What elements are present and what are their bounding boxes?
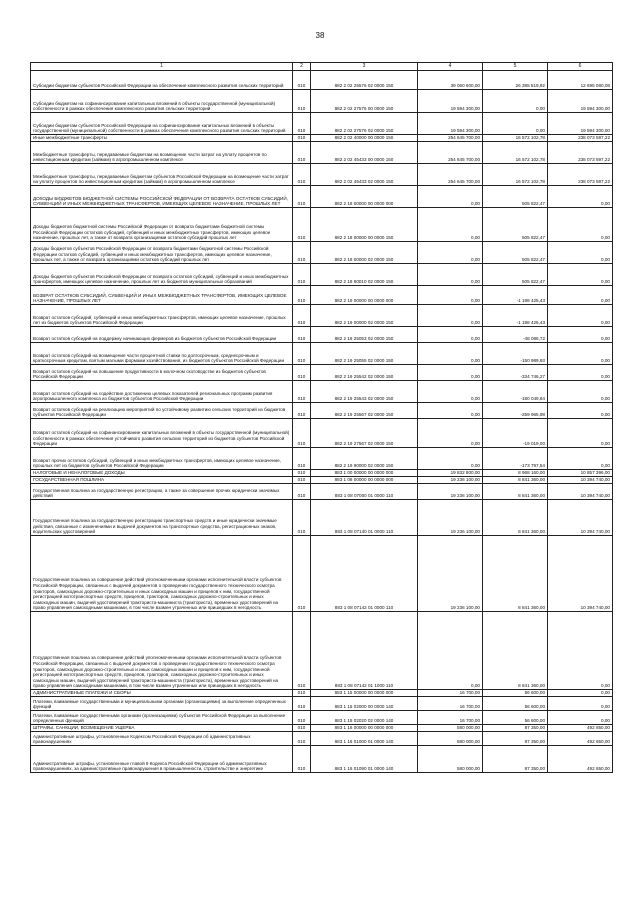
- header-row: [31, 63, 613, 71]
- row-budget-code: 882 2 19 25542 02 0000 150: [311, 365, 418, 381]
- row-description: Возврат остатков субсидий на возмещение части процентной ставки по долгосрочным, среднесрочным и краткосрочным кредитам, взятым малыми формами хозяйствования, из бюджетов субъектов Российской Федерации: [31, 343, 293, 365]
- table-row: [31, 90, 613, 113]
- row-executed-amount: 0,00: [483, 90, 548, 113]
- row-approved-amount: 254 645 700,00: [418, 142, 483, 164]
- row-unexecuted-amount: 492 650,00: [548, 746, 613, 773]
- column-header: 2: [293, 63, 311, 71]
- table-row: [31, 242, 613, 264]
- row-budget-code: 882 2 18 00000 02 0000 150: [311, 242, 418, 264]
- row-executed-amount: 56 600,00: [483, 690, 548, 697]
- row-executed-amount: 8 968 160,00: [483, 470, 548, 477]
- table-row: [31, 403, 613, 419]
- row-line-code: 010: [293, 419, 311, 448]
- row-executed-amount: 0,00: [483, 113, 548, 135]
- row-unexecuted-amount: 10 394 740,00: [548, 477, 613, 484]
- row-budget-code: 882 2 19 90000 02 0000 150: [311, 448, 418, 470]
- row-approved-amount: 19 832 800,00: [418, 470, 483, 477]
- row-budget-code: 882 2 19 00000 00 0000 000: [311, 286, 418, 305]
- row-description: Возврат остатков субсидий на содействие достижению целевых показателей региональных программ развития агропромышленного комплекса из бюджетов субъектов Российской Федерации: [31, 381, 293, 403]
- row-description: Государственная пошлина за совершение действий уполномоченными органами исполнительной власти субъектов Российской Федерации, связанных с выдачей документов о проведении государственного технического осмотра тракторов, самоходных дорожно-строительных и иных самоходных машин и прицепов к ним, государственной регистрацией мототранспортных средств, прицепов, тракторов, самоходных дорожно-строительных и иных самоходных машин, выдачей удостоверений тракториста-машиниста (тракториста), временных удостоверений на право управления самоходными машинами, в том числе взамен утраченных или пришедших в негодность: [31, 612, 293, 690]
- row-line-code: 010: [293, 305, 311, 327]
- table-row: [31, 305, 613, 327]
- row-approved-amount: 0,00: [418, 208, 483, 242]
- row-unexecuted-amount: 0,00: [548, 690, 613, 697]
- table-row: [31, 186, 613, 208]
- row-description: Возврат остатков субсидий на поддержку начинающих фермеров из бюджетов субъектов Российской Федерации: [31, 327, 293, 343]
- row-budget-code: 882 2 19 25055 02 0000 150: [311, 343, 418, 365]
- row-approved-amount: 0,00: [418, 365, 483, 381]
- row-description: Государственная пошлина за совершение действий уполномоченными органами исполнительной власти субъектов Российской Федерации, связанных с выдачей документов о проведении государственного технического осмотра тракторов, самоходных дорожно-строительных и иных самоходных машин и прицепов к ним, государственной регистрацией мототранспортных средств, прицепов, тракторов, самоходных дорожно-строительных и иных самоходных машин, выдачей удостоверений тракториста-машиниста (тракториста), временных удостоверений на право управления самоходными машинами, в том числе взамен утраченных или пришедших в негодность: [31, 536, 293, 612]
- table-row: [31, 477, 613, 484]
- row-executed-amount: -259 965,98: [483, 403, 548, 419]
- row-approved-amount: 0,00: [418, 343, 483, 365]
- row-executed-amount: 16 572 102,78: [483, 135, 548, 142]
- row-budget-code: 882 2 19 25543 02 0000 150: [311, 381, 418, 403]
- page-number: 38: [315, 31, 325, 40]
- row-budget-code: 882 2 02 40000 00 0000 150: [311, 135, 418, 142]
- table-row: [31, 612, 613, 690]
- table-row: [31, 164, 613, 186]
- row-approved-amount: 16 700,00: [418, 697, 483, 711]
- row-executed-amount: 505 822,47: [483, 242, 548, 264]
- row-unexecuted-amount: 0,00: [548, 327, 613, 343]
- row-unexecuted-amount: 492 650,00: [548, 732, 613, 746]
- row-line-code: 010: [293, 477, 311, 484]
- table-row: [31, 343, 613, 365]
- row-budget-code: 882 2 19 27567 02 0000 150: [311, 419, 418, 448]
- row-unexecuted-amount: 0,00: [548, 711, 613, 725]
- row-description: Административные штрафы, установленные Кодексом Российской Федерации об административных правонарушениях: [31, 732, 293, 746]
- row-executed-amount: -173 797,54: [483, 448, 548, 470]
- row-approved-amount: 0,00: [418, 381, 483, 403]
- row-unexecuted-amount: 238 073 597,22: [548, 164, 613, 186]
- row-line-code: 010: [293, 242, 311, 264]
- row-approved-amount: 580 000,00: [418, 732, 483, 746]
- row-executed-amount: 87 350,00: [483, 732, 548, 746]
- row-description: Доходы бюджетов субъектов Российской Федерации от возврата бюджетами бюджетной системы Российской Федерации остатков субсидий, субвенций и иных межбюджетных трансфертов, имеющих целевое назначение, прошлых лет, а также от возврата организациями остатков субсидий прошлых лет: [31, 242, 293, 264]
- row-approved-amount: 0,00: [418, 264, 483, 286]
- row-approved-amount: 0,00: [418, 403, 483, 419]
- row-executed-amount: -48 086,72: [483, 327, 548, 343]
- row-budget-code: 882 2 19 00000 02 0000 150: [311, 305, 418, 327]
- row-unexecuted-amount: 19 594 300,00: [548, 90, 613, 113]
- row-approved-amount: 0,00: [418, 305, 483, 327]
- row-unexecuted-amount: 0,00: [548, 343, 613, 365]
- row-unexecuted-amount: 19 594 300,00: [548, 113, 613, 135]
- row-unexecuted-amount: 0,00: [548, 305, 613, 327]
- row-budget-code: 883 1 08 07000 01 0000 110: [311, 484, 418, 500]
- column-header: 6: [548, 63, 613, 71]
- row-executed-amount: 87 350,00: [483, 746, 548, 773]
- table-row: [31, 697, 613, 711]
- table-row: [31, 135, 613, 142]
- row-executed-amount: -180 049,84: [483, 381, 548, 403]
- row-executed-amount: 8 841 360,00: [483, 477, 548, 484]
- row-approved-amount: 19 236 100,00: [418, 536, 483, 612]
- column-header: 1: [31, 63, 293, 71]
- row-executed-amount: 8 841 360,00: [483, 536, 548, 612]
- table-row: [31, 419, 613, 448]
- row-description: Межбюджетные трансферты, передаваемые бюджетам субъектов Российской Федерации на возмещение части затрат на уплату процентов по инвестиционным кредитам (займам) в агропромышленном комплексе: [31, 164, 293, 186]
- row-approved-amount: 0,00: [418, 242, 483, 264]
- row-unexecuted-amount: 0,00: [548, 612, 613, 690]
- table-row: [31, 448, 613, 470]
- row-unexecuted-amount: 10 857 396,00: [548, 470, 613, 477]
- row-budget-code: 883 1 08 00000 00 0000 000: [311, 477, 418, 484]
- row-line-code: 010: [293, 612, 311, 690]
- row-line-code: 010: [293, 536, 311, 612]
- row-line-code: 010: [293, 725, 311, 732]
- row-approved-amount: 0,00: [418, 419, 483, 448]
- row-description: Возврат остатков субсидий на повышение продуктивности в молочном скотоводстве из бюджетов субъектов Российской Федерации: [31, 365, 293, 381]
- table-row: [31, 711, 613, 725]
- row-line-code: 010: [293, 500, 311, 536]
- row-unexecuted-amount: 0,00: [548, 381, 613, 403]
- row-description: Возврат прочих остатков субсидий, субвенций и иных межбюджетных трансфертов, имеющих целевое назначение, прошлых лет из бюджетов субъектов Российской Федерации: [31, 448, 293, 470]
- row-executed-amount: -150 989,93: [483, 343, 548, 365]
- row-budget-code: 882 2 02 27576 02 0000 150: [311, 113, 418, 135]
- row-executed-amount: 505 822,47: [483, 264, 548, 286]
- row-line-code: 010: [293, 208, 311, 242]
- table-row: [31, 142, 613, 164]
- row-approved-amount: 19 236 100,00: [418, 500, 483, 536]
- row-unexecuted-amount: 0,00: [548, 448, 613, 470]
- row-executed-amount: 8 841 360,00: [483, 500, 548, 536]
- row-budget-code: 883 1 08 07142 01 0000 110: [311, 536, 418, 612]
- row-unexecuted-amount: 0,00: [548, 208, 613, 242]
- table-row: [31, 732, 613, 746]
- row-approved-amount: 0,00: [418, 327, 483, 343]
- row-approved-amount: 0,00: [418, 612, 483, 690]
- row-executed-amount: 56 600,00: [483, 697, 548, 711]
- row-line-code: 010: [293, 327, 311, 343]
- row-budget-code: 882 2 19 25053 02 0000 150: [311, 327, 418, 343]
- row-budget-code: 883 1 15 02020 02 0000 140: [311, 711, 418, 725]
- row-executed-amount: -334 746,27: [483, 365, 548, 381]
- row-budget-code: 883 1 16 00000 00 0000 000: [311, 725, 418, 732]
- row-approved-amount: 19 236 100,00: [418, 484, 483, 500]
- row-line-code: 010: [293, 484, 311, 500]
- row-unexecuted-amount: 0,00: [548, 697, 613, 711]
- row-executed-amount: 505 822,47: [483, 208, 548, 242]
- row-approved-amount: 580 000,00: [418, 725, 483, 732]
- row-description: Субсидии бюджетам на софинансирование капитальных вложений в объекты государственной (муниципальной) собственности в рамках обеспечения комплексного развития сельских территорий: [31, 90, 293, 113]
- row-description: АДМИНИСТРАТИВНЫЕ ПЛАТЕЖИ И СБОРЫ: [31, 690, 293, 697]
- table-row: [31, 484, 613, 500]
- row-line-code: 010: [293, 164, 311, 186]
- row-budget-code: 883 1 16 01000 01 0000 140: [311, 732, 418, 746]
- row-unexecuted-amount: 10 394 740,00: [548, 536, 613, 612]
- row-line-code: 010: [293, 264, 311, 286]
- row-budget-code: 883 1 15 00000 00 0000 000: [311, 690, 418, 697]
- row-executed-amount: 87 350,00: [483, 725, 548, 732]
- table-row: [31, 725, 613, 732]
- row-budget-code: 882 2 18 00000 00 0000 150: [311, 208, 418, 242]
- row-unexecuted-amount: 0,00: [548, 264, 613, 286]
- row-description: Доходы бюджетов субъектов Российской Федерации от возврата остатков субсидий, субвенций и иных межбюджетных трансфертов, имеющих целевое назначение, прошлых лет из бюджетов муниципальных образований: [31, 264, 293, 286]
- row-line-code: 010: [293, 470, 311, 477]
- table-row: [31, 286, 613, 305]
- column-header: 3: [311, 63, 418, 71]
- row-executed-amount: -1 198 425,43: [483, 305, 548, 327]
- row-line-code: 010: [293, 186, 311, 208]
- row-description: Государственная пошлина за государственную регистрацию, а также за совершение прочих юридически значимых действий: [31, 484, 293, 500]
- row-approved-amount: 16 700,00: [418, 690, 483, 697]
- row-unexecuted-amount: 492 650,00: [548, 725, 613, 732]
- row-unexecuted-amount: 0,00: [548, 365, 613, 381]
- table-row: [31, 500, 613, 536]
- row-unexecuted-amount: 10 394 740,00: [548, 484, 613, 500]
- table-row: [31, 690, 613, 697]
- row-budget-code: 882 2 18 60010 02 0000 150: [311, 264, 418, 286]
- row-line-code: 010: [293, 690, 311, 697]
- row-approved-amount: 19 594 300,00: [418, 90, 483, 113]
- row-executed-amount: -19 019,00: [483, 419, 548, 448]
- row-unexecuted-amount: 12 695 080,08: [548, 71, 613, 90]
- row-unexecuted-amount: 0,00: [548, 186, 613, 208]
- row-description: Возврат остатков субсидий на реализацию мероприятий по устойчивому развитию сельских территорий из бюджетов субъектов Российской Федерации: [31, 403, 293, 419]
- table-row: [31, 71, 613, 90]
- table-row: [31, 365, 613, 381]
- row-description: ШТРАФЫ, САНКЦИИ, ВОЗМЕЩЕНИЕ УЩЕРБА: [31, 725, 293, 732]
- row-approved-amount: 580 000,00: [418, 746, 483, 773]
- row-approved-amount: 254 645 700,00: [418, 164, 483, 186]
- row-line-code: 010: [293, 381, 311, 403]
- row-description: Возврат остатков субсидий на софинансирование капитальных вложений в объекты государственной (муниципальной) собственности в рамках обеспечения устойчивого развития сельских территорий из бюджетов субъектов Российской Федерации: [31, 419, 293, 448]
- row-budget-code: 883 1 16 01090 01 0000 140: [311, 746, 418, 773]
- row-executed-amount: 56 600,00: [483, 711, 548, 725]
- row-line-code: 010: [293, 697, 311, 711]
- row-line-code: 010: [293, 365, 311, 381]
- row-line-code: 010: [293, 343, 311, 365]
- row-description: Платежи, взимаемые государственными органами (организациями) субъектов Российской Федерации за выполнение определенных функций: [31, 711, 293, 725]
- row-line-code: 010: [293, 403, 311, 419]
- row-line-code: 010: [293, 448, 311, 470]
- row-budget-code: 882 2 02 25576 02 0000 150: [311, 71, 418, 90]
- row-executed-amount: 26 385 519,92: [483, 71, 548, 90]
- row-description: ГОСУДАРСТВЕННАЯ ПОШЛИНА: [31, 477, 293, 484]
- table-row: [31, 208, 613, 242]
- row-line-code: 010: [293, 746, 311, 773]
- table-row: [31, 381, 613, 403]
- table-row: [31, 536, 613, 612]
- row-approved-amount: 0,00: [418, 286, 483, 305]
- row-executed-amount: -1 198 425,43: [483, 286, 548, 305]
- row-description: ВОЗВРАТ ОСТАТКОВ СУБСИДИЙ, СУБВЕНЦИЙ И ИНЫХ МЕЖБЮДЖЕТНЫХ ТРАНСФЕРТОВ, ИМЕЮЩИХ ЦЕЛЕВОЕ НАЗНАЧЕНИЕ, ПРОШЛЫХ ЛЕТ: [31, 286, 293, 305]
- row-description: Платежи, взимаемые государственными и муниципальными органами (организациями) за выполнение определенных функций: [31, 697, 293, 711]
- row-unexecuted-amount: 0,00: [548, 419, 613, 448]
- row-budget-code: 883 1 08 07140 01 0000 110: [311, 500, 418, 536]
- row-approved-amount: 39 060 600,00: [418, 71, 483, 90]
- row-line-code: 010: [293, 732, 311, 746]
- row-unexecuted-amount: 238 073 597,22: [548, 142, 613, 164]
- row-description: ДОХОДЫ БЮДЖЕТОВ БЮДЖЕТНОЙ СИСТЕМЫ РОССИЙСКОЙ ФЕДЕРАЦИИ ОТ ВОЗВРАТА ОСТАТКОВ СУБСИДИЙ, СУБВЕНЦИЙ И ИНЫХ МЕЖБЮДЖЕТНЫХ ТРАНСФЕРТОВ, ИМЕЮЩИХ ЦЕЛЕВОЕ НАЗНАЧЕНИЕ, ПРОШЛЫХ ЛЕТ: [31, 186, 293, 208]
- row-line-code: 010: [293, 71, 311, 90]
- row-line-code: 010: [293, 711, 311, 725]
- row-budget-code: 883 1 08 07142 01 1000 110: [311, 612, 418, 690]
- row-executed-amount: 8 841 360,00: [483, 612, 548, 690]
- table-row: [31, 264, 613, 286]
- row-description: Иные межбюджетные трансферты: [31, 135, 293, 142]
- table-row: [31, 746, 613, 773]
- row-budget-code: 883 1 00 00000 00 0000 000: [311, 470, 418, 477]
- table-row: [31, 327, 613, 343]
- row-budget-code: 882 2 18 00000 00 0000 000: [311, 186, 418, 208]
- row-approved-amount: 16 700,00: [418, 711, 483, 725]
- row-unexecuted-amount: 238 073 597,22: [548, 135, 613, 142]
- row-executed-amount: 16 572 102,78: [483, 164, 548, 186]
- row-budget-code: 882 2 02 45433 02 0000 150: [311, 164, 418, 186]
- row-budget-code: 883 1 15 02000 00 0000 140: [311, 697, 418, 711]
- row-description: Административные штрафы, установленные главой 9 Кодекса Российской Федерации об административных правонарушениях, за административные правонарушения в промышленности, строительстве и энергетике: [31, 746, 293, 773]
- row-description: Государственная пошлина за государственную регистрацию транспортных средств и иные юридически значимые действия, связанные с изменениями и выдачей документов на транспортные средства, регистрационных знаков, водительских удостоверений: [31, 500, 293, 536]
- column-header: 5: [483, 63, 548, 71]
- row-budget-code: 882 2 02 45433 00 0000 150: [311, 142, 418, 164]
- row-line-code: 010: [293, 142, 311, 164]
- row-approved-amount: 19 594 300,00: [418, 113, 483, 135]
- table-row: [31, 470, 613, 477]
- row-approved-amount: 0,00: [418, 186, 483, 208]
- row-description: Субсидии бюджетам субъектов Российской Федерации на обеспечение комплексного развития сельских территорий: [31, 71, 293, 90]
- row-executed-amount: 16 572 102,78: [483, 142, 548, 164]
- row-budget-code: 882 2 19 25567 02 0000 150: [311, 403, 418, 419]
- budget-revenue-table: [30, 62, 613, 773]
- row-line-code: 010: [293, 90, 311, 113]
- column-header: 4: [418, 63, 483, 71]
- row-description: НАЛОГОВЫЕ И НЕНАЛОГОВЫЕ ДОХОДЫ: [31, 470, 293, 477]
- row-description: Межбюджетные трансферты, передаваемые бюджетам на возмещение части затрат на уплату процентов по инвестиционным кредитам (займам) в агропромышленном комплексе: [31, 142, 293, 164]
- row-approved-amount: 254 645 700,00: [418, 135, 483, 142]
- row-description: Субсидии бюджетам субъектов Российской Федерации на софинансирование капитальных вложений в объекты государственной (муниципальной) собственности в рамках обеспечения комплексного развития сельских территорий: [31, 113, 293, 135]
- row-line-code: 010: [293, 113, 311, 135]
- row-description: Возврат остатков субсидий, субвенций и иных межбюджетных трансфертов, имеющих целевое назначение, прошлых лет из бюджетов субъектов Российской Федерации: [31, 305, 293, 327]
- row-approved-amount: 0,00: [418, 448, 483, 470]
- row-executed-amount: 505 822,47: [483, 186, 548, 208]
- row-unexecuted-amount: 0,00: [548, 403, 613, 419]
- row-unexecuted-amount: 10 394 740,00: [548, 500, 613, 536]
- row-line-code: 010: [293, 135, 311, 142]
- row-approved-amount: 19 236 100,00: [418, 477, 483, 484]
- table-row: [31, 113, 613, 135]
- row-description: Доходы бюджетов бюджетной системы Российской Федерации от возврата бюджетами бюджетной системы Российской Федерации остатков субсидий, субвенций и иных межбюджетных трансфертов, имеющих целевое назначение, прошлых лет, а также от возврата организациями остатков субсидий прошлых лет: [31, 208, 293, 242]
- row-executed-amount: 8 841 360,00: [483, 484, 548, 500]
- row-line-code: 010: [293, 286, 311, 305]
- row-budget-code: 882 2 02 27576 00 0000 150: [311, 90, 418, 113]
- row-unexecuted-amount: 0,00: [548, 286, 613, 305]
- row-unexecuted-amount: 0,00: [548, 242, 613, 264]
